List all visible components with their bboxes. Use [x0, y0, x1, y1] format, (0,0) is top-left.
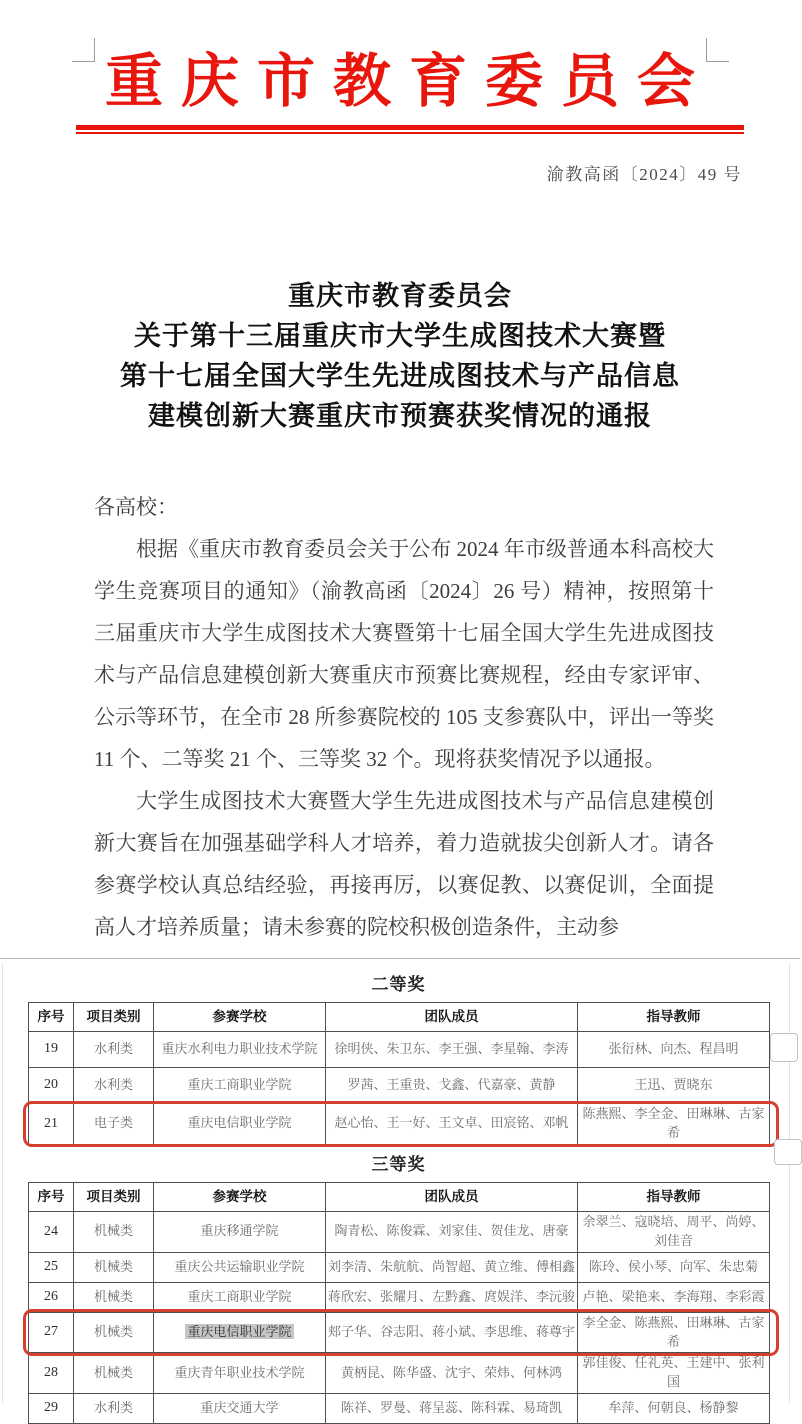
cell-teachers: 郭佳俊、任礼英、王建中、张利国: [578, 1353, 770, 1394]
letterhead-rule: [76, 125, 744, 134]
notice-title-line: 第十七届全国大学生先进成图技术与产品信息: [120, 361, 680, 391]
third-prize-table: [28, 1182, 770, 1424]
cell-members: 郏子华、谷志阳、蒋小斌、李思维、蒋尊宇: [326, 1312, 578, 1353]
cell-members: 蒋欣宏、张耀月、左黔鑫、庹娱洋、李沅骏: [326, 1282, 578, 1312]
cell-no: 24: [29, 1212, 74, 1253]
cell-category: 机械类: [74, 1212, 154, 1253]
doc-number: 渝教高函〔2024〕49 号: [546, 165, 742, 184]
cell-category: 水利类: [74, 1394, 154, 1424]
table-row: [29, 1212, 770, 1253]
page-divider: [0, 958, 800, 959]
cell-no: 19: [29, 1032, 74, 1068]
cell-school: [154, 1312, 326, 1353]
cell-teachers: 余翠兰、寇晓培、周平、尚婷、刘佳音: [578, 1212, 770, 1253]
cell-school: 重庆水利电力职业技术学院: [154, 1032, 326, 1068]
cell-members: 罗茜、王重贵、戈鑫、代嘉豪、黄静: [326, 1068, 578, 1104]
cell-members: 徐明侠、朱卫东、李王强、李星翰、李涛: [326, 1032, 578, 1068]
cell-teachers: 李全金、陈燕熙、田琳琳、古家希: [578, 1312, 770, 1353]
edge-button-fragment: [770, 1033, 798, 1062]
table-row: [29, 1353, 770, 1394]
notice-body: [94, 486, 714, 958]
cell-members: 陶青松、陈俊霖、刘家佳、贺佳龙、唐豪: [326, 1212, 578, 1253]
table-row: [29, 1282, 770, 1312]
notice-title-line: 重庆市教育委员会: [288, 281, 512, 311]
cell-school: 重庆工商职业学院: [154, 1282, 326, 1312]
notice-title-line: 关于第十三届重庆市大学生成图技术大赛暨: [134, 321, 666, 351]
letterhead-rule-thick: [76, 125, 744, 130]
table-row: [29, 1394, 770, 1424]
cell-category: 水利类: [74, 1068, 154, 1104]
cell-school: 重庆青年职业技术学院: [154, 1353, 326, 1394]
panel-right-edge: [789, 963, 790, 1403]
column-header: 项目类别: [74, 1003, 154, 1032]
cell-school: 重庆交通大学: [154, 1394, 326, 1424]
cell-members: 刘李清、朱航航、尚智超、黄立维、傅相鑫: [326, 1252, 578, 1282]
column-header: 序号: [29, 1003, 74, 1032]
cell-teachers: 王迅、贾晓东: [578, 1068, 770, 1104]
marked-school-text: 重庆电信职业学院: [187, 1324, 292, 1340]
cell-category: 机械类: [74, 1282, 154, 1312]
cell-no: 26: [29, 1282, 74, 1312]
cell-category: 机械类: [74, 1312, 154, 1353]
cell-no: 21: [29, 1104, 74, 1145]
table-header-row: [29, 1183, 770, 1212]
letterhead-rule-thin: [76, 132, 744, 134]
panel-left-edge: [2, 963, 3, 1403]
cell-no: 28: [29, 1353, 74, 1394]
table-row: [29, 1104, 770, 1145]
cell-no: 27: [29, 1312, 74, 1353]
cell-members: 赵心怡、王一好、王文卓、田宸铭、邓帆: [326, 1104, 578, 1145]
cell-members: 陈祥、罗曼、蒋呈蕊、陈科霖、易琦凯: [326, 1394, 578, 1424]
second-prize-table: [28, 1002, 770, 1145]
salutation: 各高校：: [94, 495, 178, 519]
table-row: [29, 1032, 770, 1068]
section-third-prize: [28, 1150, 769, 1424]
table-row: [29, 1252, 770, 1282]
cell-no: 20: [29, 1068, 74, 1104]
column-header: 参赛学校: [154, 1003, 326, 1032]
table-row: [29, 1312, 770, 1353]
cell-school: 重庆工商职业学院: [154, 1068, 326, 1104]
column-header: 指导教师: [578, 1003, 770, 1032]
column-header: 指导教师: [578, 1183, 770, 1212]
column-header: 序号: [29, 1183, 74, 1212]
letterhead-org-name: 重庆市教育委员会: [104, 49, 713, 114]
cell-no: 29: [29, 1394, 74, 1424]
cell-members: 黄柄昆、陈华盛、沈宇、荣炜、何林鸿: [326, 1353, 578, 1394]
cell-teachers: 张衍林、向杰、程昌明: [578, 1032, 770, 1068]
cell-category: 机械类: [74, 1353, 154, 1394]
body-paragraph: 大学生成图技术大赛暨大学生先进成图技术与产品信息建模创新大赛旨在加强基础学科人才培养，着力造就拔尖创新人才。请各参赛学校认真总结经验，再接再厉，以赛促教、以赛促训，全面提高人才培养质量；请未参赛的院校积极创造条件，主动参: [94, 789, 714, 939]
cell-teachers: 陈燕熙、李全金、田琳琳、古家希: [578, 1104, 770, 1145]
table-header-row: [29, 1003, 770, 1032]
second-prize-title: 二等奖: [371, 975, 426, 994]
third-prize-title: 三等奖: [371, 1155, 426, 1174]
table-row: [29, 1068, 770, 1104]
column-header: 参赛学校: [154, 1183, 326, 1212]
section-second-prize: [28, 970, 769, 1145]
cell-school: 重庆公共运输职业学院: [154, 1252, 326, 1282]
cell-teachers: 陈玲、侯小琴、向军、朱忠菊: [578, 1252, 770, 1282]
column-header: 团队成员: [326, 1003, 578, 1032]
edge-button-fragment: [774, 1139, 802, 1165]
cell-teachers: 牟萍、何朝良、杨静黎: [578, 1394, 770, 1424]
notice-title: [0, 276, 800, 436]
cell-school: 重庆电信职业学院: [154, 1104, 326, 1145]
column-header: 团队成员: [326, 1183, 578, 1212]
cell-no: 25: [29, 1252, 74, 1282]
cell-school: 重庆移通学院: [154, 1212, 326, 1253]
notice-title-line: 建模创新大赛重庆市预赛获奖情况的通报: [148, 401, 652, 431]
cell-category: 机械类: [74, 1252, 154, 1282]
cell-category: 电子类: [74, 1104, 154, 1145]
cell-category: 水利类: [74, 1032, 154, 1068]
column-header: 项目类别: [74, 1183, 154, 1212]
cell-teachers: 卢艳、梁艳来、李海翔、李彩霞: [578, 1282, 770, 1312]
body-paragraph: 根据《重庆市教育委员会关于公布 2024 年市级普通本科高校大学生竞赛项目的通知》（渝教高函〔2024〕26 号）精神，按照第十三届重庆市大学生成图技术大赛暨第十七届全国大学生先进成图技术与产品信息建模创新大赛重庆市预赛比赛规程，经由专家评审、公示等环节，在全市 28 所参赛院校的 105 支参赛队中，评出一等奖 11 个、二等奖 21 个、三等奖 32 个。现将获奖情况予以通报。: [94, 537, 714, 771]
